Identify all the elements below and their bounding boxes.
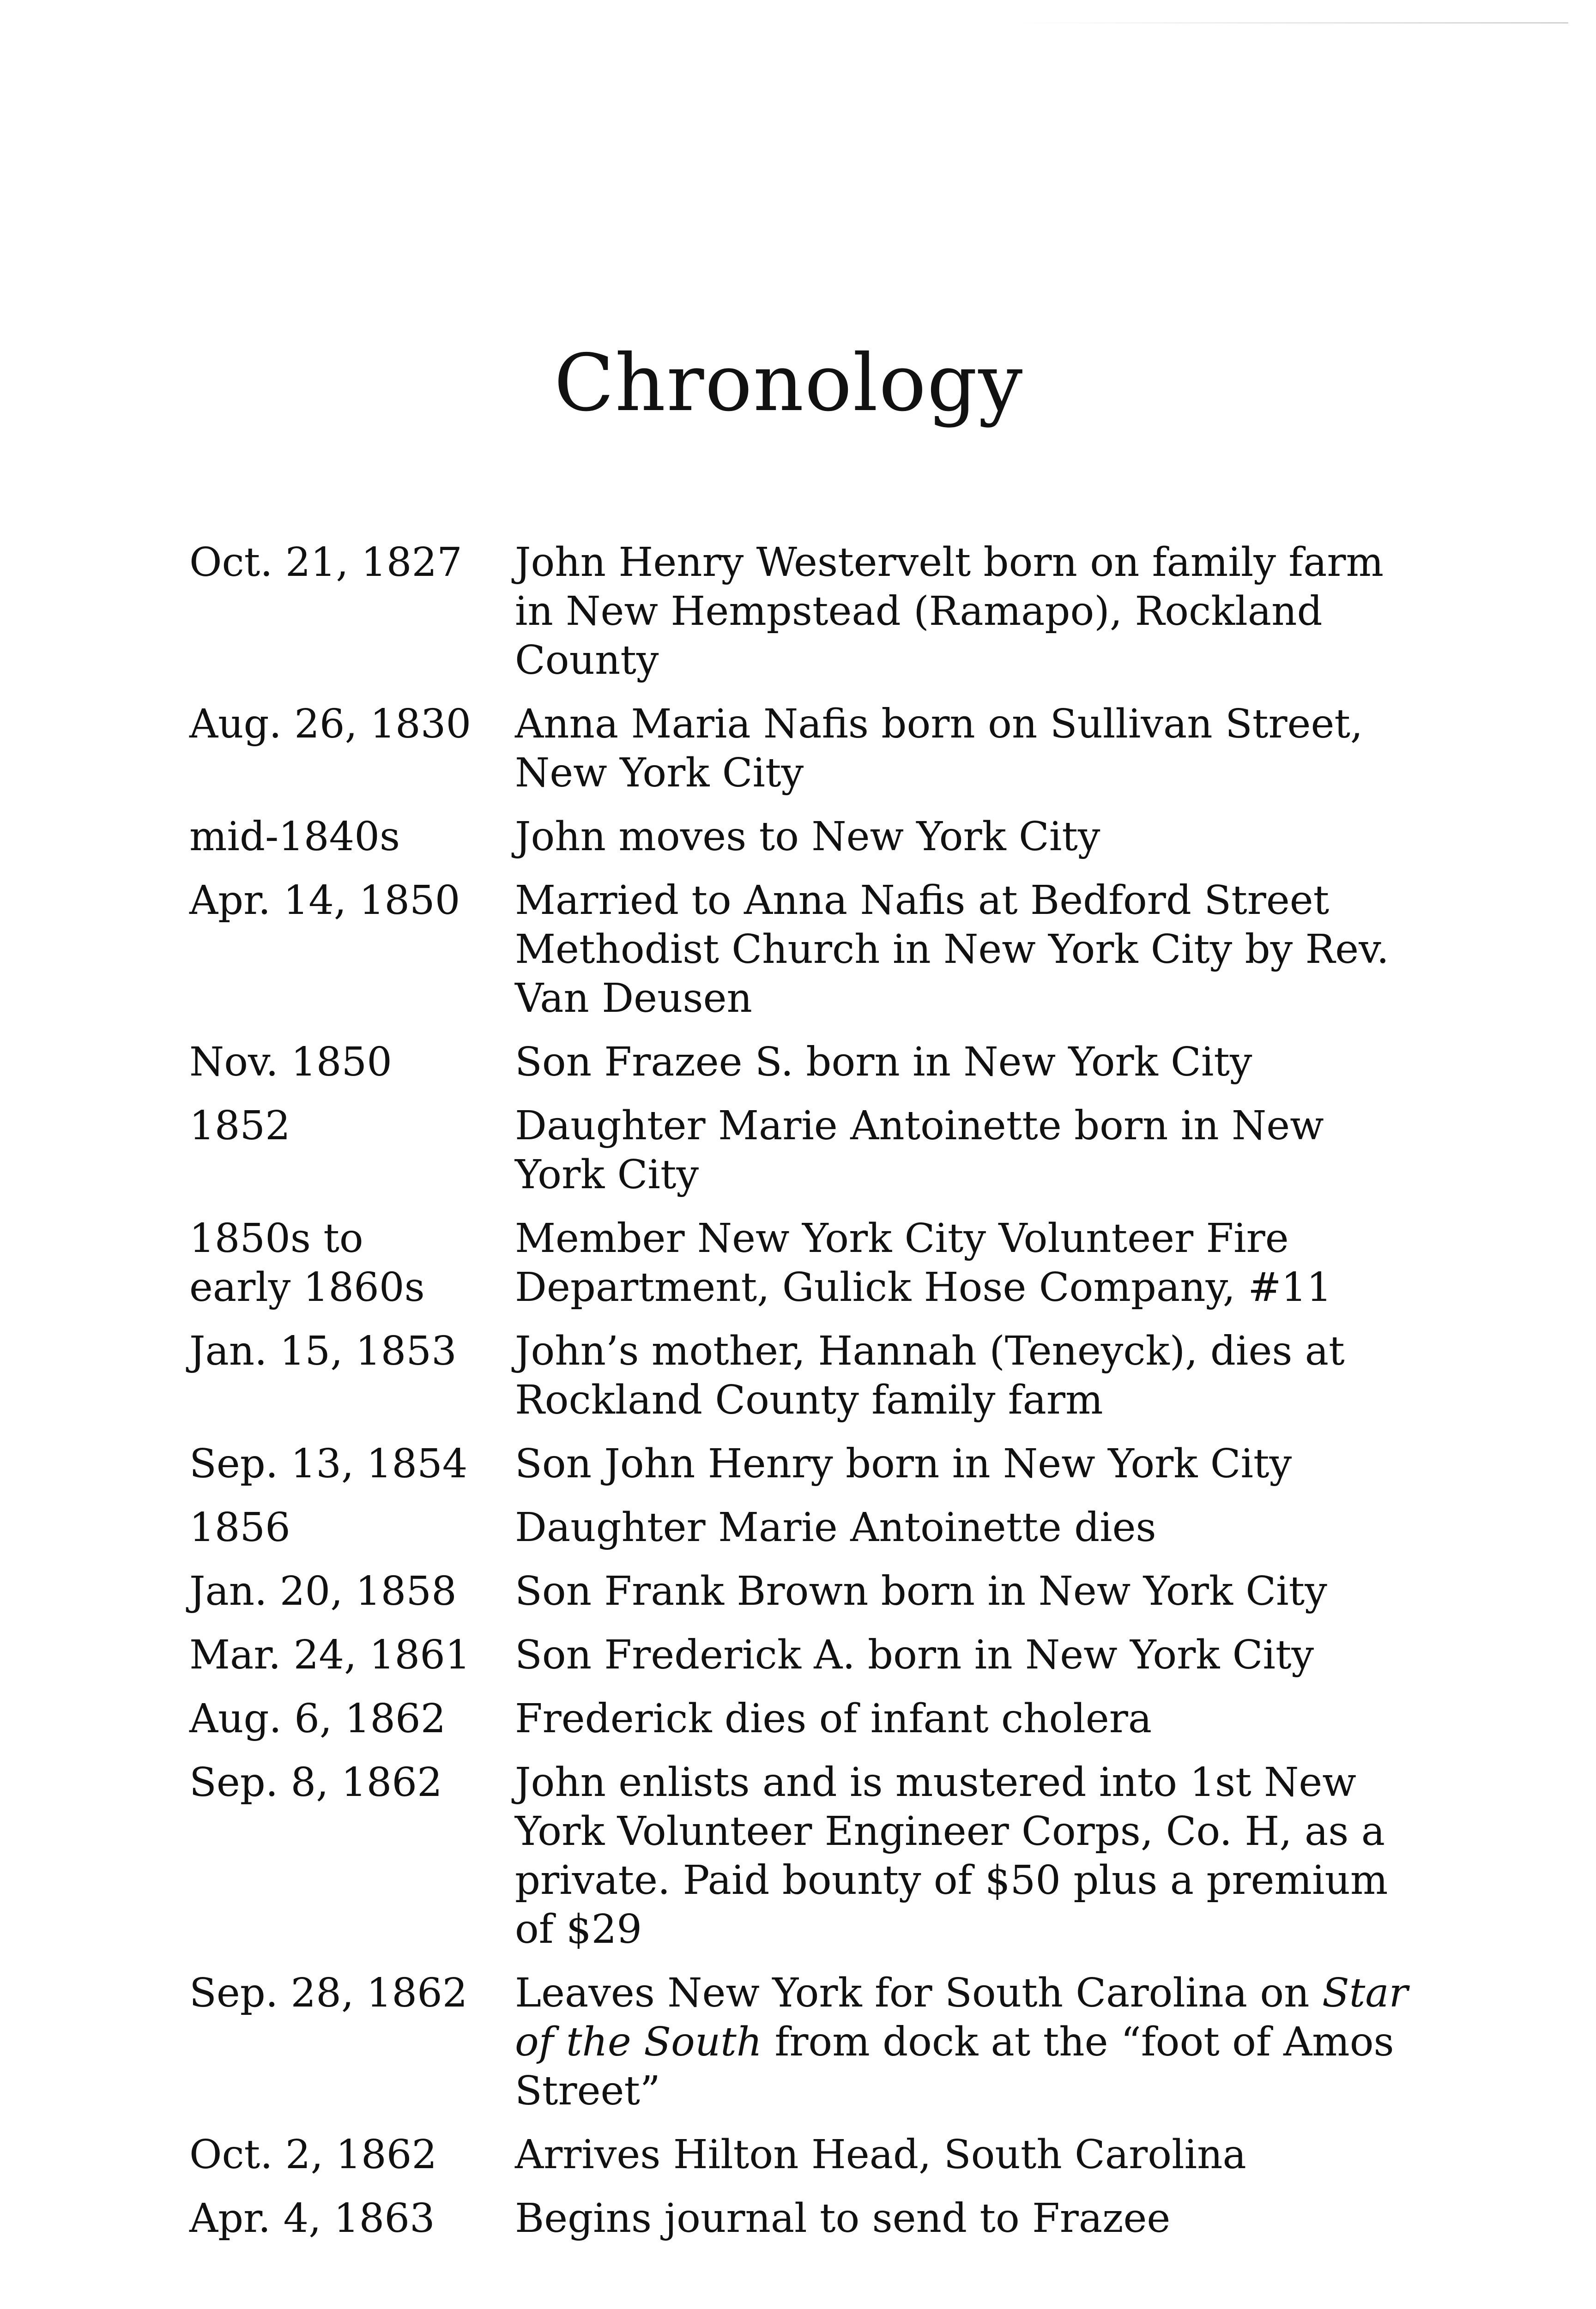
chronology-entry [189,1758,1409,1954]
entry-date: Apr. 14, 1850 [189,877,460,924]
entry-date: Sep. 28, 1862 [189,1970,468,2016]
chronology-entry [189,700,1409,798]
entry-date: Oct. 21, 1827 [189,539,462,586]
entry-date: Jan. 20, 1858 [189,1568,457,1614]
entry-event: John Henry Westervelt born on family farm in New Hempstead (Ramapo), Rockland County [515,539,1384,683]
entry-event: Son John Henry born in New York City [515,1441,1292,1487]
chronology-entry [189,1101,1409,1199]
entry-date: Apr. 4, 1863 [189,2195,435,2242]
entry-event: Anna Maria Nafis born on Sullivan Street, New York City [515,701,1363,796]
chronology-entry [189,1503,1409,1552]
chronology-list [189,538,1409,2258]
scan-edge-line [1014,22,1568,24]
entry-date: Jan. 15, 1853 [189,1328,457,1374]
entry-event: Begins journal to send to Frazee [515,2195,1171,2242]
entry-event: Married to Anna Nafis at Bedford Street Methodist Church in New York City by Rev. Van Deusen [515,877,1389,1022]
chronology-entry [189,1694,1409,1743]
chronology-entry [189,1214,1409,1312]
chronology-entry [189,2194,1409,2243]
entry-event [515,1969,1409,2116]
entry-event: Son Frazee S. born in New York City [515,1039,1252,1085]
entry-date: Aug. 6, 1862 [189,1696,446,1742]
chronology-entry [189,1327,1409,1425]
chronology-entry [189,812,1409,861]
chronology-entry [189,538,1409,685]
entry-date: 1852 [189,1103,290,1149]
entry-date: Aug. 26, 1830 [189,701,472,747]
entry-date: Nov. 1850 [189,1039,392,1085]
entry-date: Sep. 8, 1862 [189,1759,442,1806]
entry-event: John moves to New York City [515,814,1100,860]
entry-event-text: Leaves New York for South Carolina on [515,1970,1322,2016]
chronology-entry [189,1038,1409,1087]
chronology-entry [189,1439,1409,1488]
entry-event: Member New York City Volunteer Fire Department, Gulick Hose Company, #11 [515,1215,1332,1311]
chronology-entry [189,2130,1409,2179]
chronology-entry [189,1567,1409,1616]
entry-date: 1856 [189,1505,290,1551]
chronology-entry [189,1631,1409,1680]
entry-event: Son Frank Brown born in New York City [515,1568,1327,1614]
chronology-entry [189,876,1409,1023]
entry-event: Arrives Hilton Head, South Carolina [515,2132,1246,2178]
entry-date: mid-1840s [189,814,400,860]
entry-event: Daughter Marie Antoinette dies [515,1505,1156,1551]
entry-date: Oct. 2, 1862 [189,2132,437,2178]
entry-date: Sep. 13, 1854 [189,1441,468,1487]
entry-event: John’s mother, Hannah (Teneyck), dies at Rockland County family farm [515,1328,1345,1423]
chronology-entry [189,1969,1409,2116]
entry-date: Mar. 24, 1861 [189,1632,471,1678]
ship-name: Star of the South [515,1970,1408,2065]
entry-date: 1850s to early 1860s [189,1215,425,1311]
entry-event-text: from dock at the “foot of Amos Street” [515,2019,1394,2114]
entry-event: John enlists and is mustered into 1st New York Volunteer Engineer Corps, Co. H, as a private. Paid bounty of $50 plus a premium of $29 [515,1759,1388,1952]
entry-event: Daughter Marie Antoinette born in New York City [515,1103,1324,1198]
entry-event: Son Frederick A. born in New York City [515,1632,1314,1678]
page-title: Chronology [554,338,1024,429]
entry-event: Frederick dies of infant cholera [515,1696,1152,1742]
